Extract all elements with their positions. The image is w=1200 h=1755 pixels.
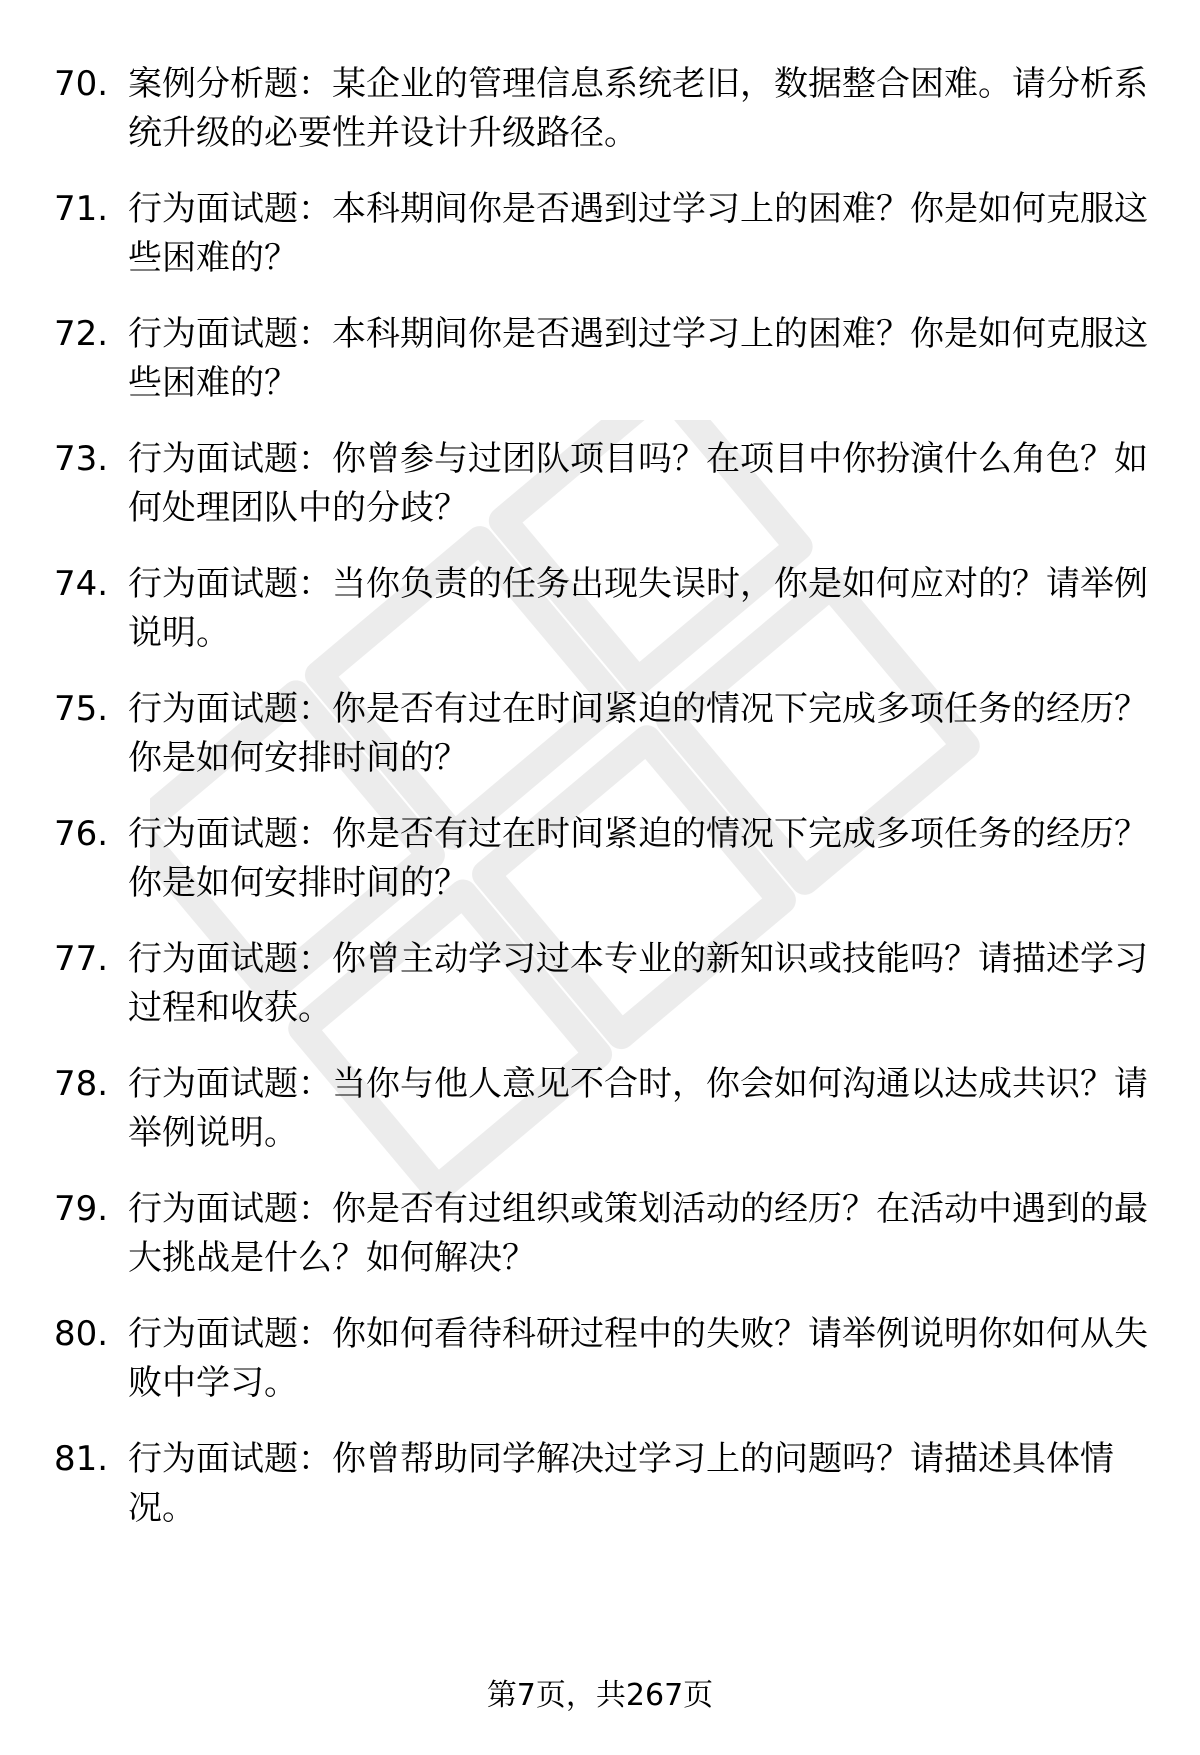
question-number: 80.: [54, 1314, 109, 1354]
question-text: 行为面试题：本科期间你是否遇到过学习上的困难？你是如何克服这些困难的？: [128, 314, 1148, 403]
question-item-73: [54, 435, 1154, 533]
question-item-72: [54, 310, 1154, 408]
question-number: 76.: [54, 814, 109, 854]
question-number: 74.: [54, 564, 109, 604]
question-text: 行为面试题：你曾主动学习过本专业的新知识或技能吗？请描述学习过程和收获。: [128, 939, 1148, 1028]
question-text: 行为面试题：你是否有过在时间紧迫的情况下完成多项任务的经历？你是如何安排时间的？: [128, 689, 1148, 778]
question-text: 行为面试题：你曾帮助同学解决过学习上的问题吗？请描述具体情况。: [128, 1439, 1114, 1528]
question-number: 71.: [54, 189, 109, 229]
question-number: 70.: [54, 64, 109, 104]
question-text: 案例分析题：某企业的管理信息系统老旧，数据整合困难。请分析系统升级的必要性并设计升级路径。: [128, 64, 1148, 153]
question-number: 81.: [54, 1439, 109, 1479]
page-number-footer: 第7页，共267页: [486, 1678, 714, 1713]
question-item-74: [54, 560, 1154, 658]
question-number: 79.: [54, 1189, 109, 1229]
question-item-81: [54, 1435, 1154, 1533]
question-number: 78.: [54, 1064, 109, 1104]
question-number: 72.: [54, 314, 109, 354]
question-text: 行为面试题：你曾参与过团队项目吗？在项目中你扮演什么角色？如何处理团队中的分歧？: [128, 439, 1148, 528]
question-text: 行为面试题：你如何看待科研过程中的失败？请举例说明你如何从失败中学习。: [128, 1314, 1148, 1403]
question-item-78: [54, 1060, 1154, 1158]
question-item-76: [54, 810, 1154, 908]
question-text: 行为面试题：你是否有过组织或策划活动的经历？在活动中遇到的最大挑战是什么？如何解决？: [128, 1189, 1148, 1278]
question-text: 行为面试题：本科期间你是否遇到过学习上的困难？你是如何克服这些困难的？: [128, 189, 1148, 278]
question-list: [54, 60, 1154, 1560]
question-item-80: [54, 1310, 1154, 1408]
question-number: 75.: [54, 689, 109, 729]
question-item-75: [54, 685, 1154, 783]
question-item-79: [54, 1185, 1154, 1283]
question-text: 行为面试题：你是否有过在时间紧迫的情况下完成多项任务的经历？你是如何安排时间的？: [128, 814, 1148, 903]
question-item-77: [54, 935, 1154, 1033]
question-item-70: [54, 60, 1154, 158]
question-number: 77.: [54, 939, 109, 979]
question-text: 行为面试题：当你与他人意见不合时，你会如何沟通以达成共识？请举例说明。: [128, 1064, 1148, 1153]
question-number: 73.: [54, 439, 109, 479]
question-item-71: [54, 185, 1154, 283]
question-text: 行为面试题：当你负责的任务出现失误时，你是如何应对的？请举例说明。: [128, 564, 1148, 653]
